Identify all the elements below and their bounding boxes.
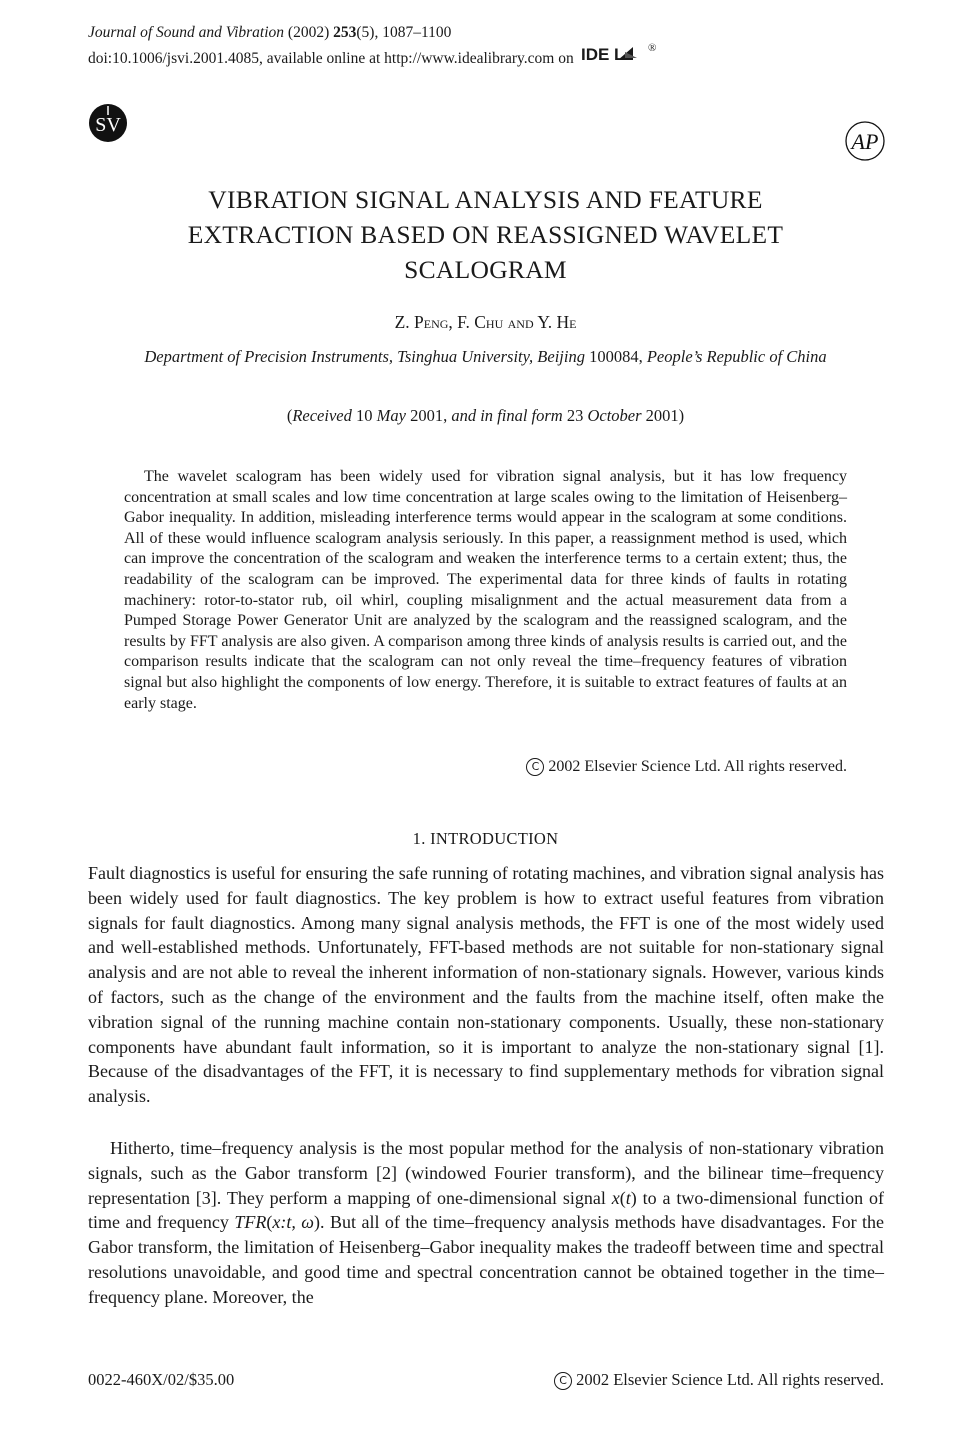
received-month: May: [376, 406, 406, 425]
paragraph-text: to a two-dimensional function of time and frequency: [88, 1187, 885, 1233]
footer-copyright-text: 2002 Elsevier Science Ltd. All rights reserved.: [576, 1370, 884, 1389]
received-year: 2001,: [410, 406, 448, 425]
ap-logo: [844, 120, 886, 162]
abstract: The wavelet scalogram has been widely used for vibration signal analysis, but it has low frequency concentration at small scales and low time concentration at large scales owing to the limitation of Heisenberg–Gabor inequality. In addition, misleading interference terms would appear in the scalogram at some conditions. All of these would influence scalogram analysis seriously. In this paper, a reassignment method is used, which can improve the concentration of the scalogram and weaken the interference terms to a certain extent; thus, the readability of the scalogram can be improved. The experimental data for three kinds of faults in rotating machinery: rotor-to-stator rub, oil whirl, coupling misalignment and the actual measurement data from a Pumped Storage Power Generator Unit are analyzed by the scalogram and the reassigned scalogram, and the results by FFT analysis are also given. A comparison among three kinds of analysis results is carried out, and the comparison results indicate that the scalogram can not only reveal the time–frequency features of vibration signal but also highlight the components of low energy. Therefore, it is suitable to extract features of faults at an early stage.: [124, 468, 847, 712]
title-line: SCALOGRAM: [404, 255, 567, 284]
received-label: Received: [292, 406, 352, 425]
received-open: (: [286, 406, 293, 425]
journal-volume: 253: [333, 24, 357, 41]
final-day: 23: [566, 406, 584, 425]
math-paren-close: ): [630, 1187, 637, 1208]
doi-line-row: [88, 43, 657, 71]
final-month: October: [587, 406, 642, 425]
received-day: 10: [355, 406, 373, 425]
footer-copyright: [488, 1370, 884, 1390]
math-paren-close: ).: [314, 1212, 325, 1233]
journal-issue-pages: (5), 1087–1100: [356, 24, 452, 41]
math-paren-open: (: [266, 1212, 273, 1233]
math-tfr: TFR: [234, 1212, 267, 1233]
math-x: x: [611, 1187, 620, 1208]
authors: Z. Peng, F. Chu and Y. He: [394, 312, 577, 332]
affiliation-postcode: 100084,: [589, 347, 643, 366]
final-form-label: and in final form: [451, 406, 563, 425]
paragraph-text: Hitherto, time–frequency analysis is the most popular method for the analysis of non-stationary vibration signals, such as the Gabor transform [2] (windowed Fourier transform), and the bilinear time–frequency representation [3]. They perform a mapping of one-dimensional signal: [88, 1138, 884, 1208]
math-paren-open: (: [619, 1187, 626, 1208]
copyright-symbol-icon: C: [526, 758, 544, 776]
footer-issn: 0022-460X/02/$35.00: [88, 1370, 235, 1389]
registered-mark: ®: [647, 43, 656, 54]
math-tfr-args: x:t, ω: [272, 1212, 315, 1233]
title-line: EXTRACTION BASED ON REASSIGNED WAVELET: [187, 220, 784, 249]
affiliation: [88, 347, 883, 367]
affiliation-dept: Department of Precision Instruments, Tsinghua University, Beijing: [144, 347, 585, 366]
ap-logo-text: AP: [851, 129, 879, 154]
section-heading: 1. INTRODUCTION: [412, 829, 559, 848]
journal-name: Journal of Sound and Vibration: [88, 24, 285, 41]
abstract-copyright-text: 2002 Elsevier Science Ltd. All rights reserved.: [548, 758, 847, 775]
received-dates: [88, 406, 883, 426]
paper-title: [88, 182, 883, 287]
math-t: t: [625, 1187, 631, 1208]
journal-year: (2002): [287, 24, 330, 41]
copyright-symbol-icon: C: [554, 1372, 572, 1390]
body-paragraph: [88, 1136, 884, 1310]
affiliation-country: People’s Republic of China: [646, 347, 827, 366]
final-year: 2001): [645, 406, 685, 425]
ideal-logo: [581, 43, 657, 71]
title-line: VIBRATION SIGNAL ANALYSIS AND FEATURE: [208, 185, 763, 214]
sv-logo-text: SV: [95, 114, 121, 136]
paragraph-text: But all of the time–frequency analysis methods have disadvantages. For the Gabor transform, the limitation of Heisenberg–Gabor inequality makes the tradeoff between time and spectral resolutions unavoidable, and good time and spectral concentration cannot be obtained together in the time–frequency plane. Moreover, the: [88, 1212, 885, 1307]
sv-logo: [88, 103, 128, 143]
abstract-copyright: [124, 758, 847, 776]
body-paragraph: Fault diagnostics is useful for ensuring the safe running of rotating machines, and vibration signal analysis has been widely used for fault diagnostics. The key problem is how to extract useful features from vibration signals for fault diagnostics. Among many signal analysis methods, the FFT is one of the most widely used and well-established methods. Unfortunately, FFT-based methods are not suitable for non-stationary signal analysis and are not able to reveal the inherent information of non-stationary signals. However, various kinds of factors, such as the change of the environment and the faults from the machine itself, often make the vibration signal of the running machine contain non-stationary components. Usually, these non-stationary components have abundant fault information, so it is important to analyze the non-stationary signal [1]. Because of the disadvantages of the FFT, it is necessary to find supplementary methods for vibration signal analysis.: [88, 863, 884, 1107]
doi-line: doi:10.1006/jsvi.2001.4085, available online at http://www.idealibrary.com on: [88, 50, 574, 67]
journal-citation: [88, 22, 451, 43]
ideal-logo-text: IDE L: [580, 45, 625, 64]
